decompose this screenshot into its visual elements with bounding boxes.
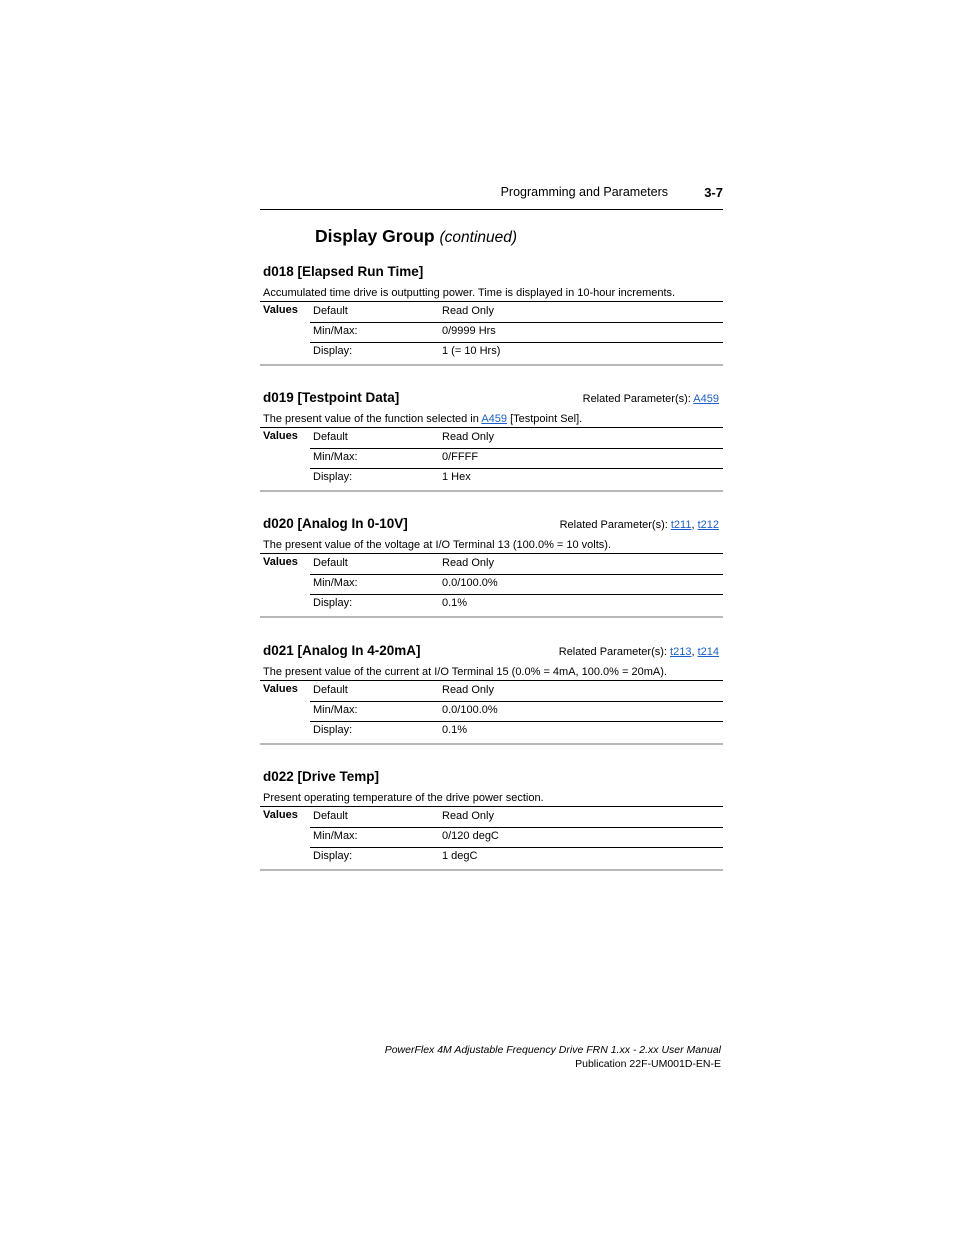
value-data: 1 (= 10 Hrs) [442,345,501,357]
values-label: Values [263,683,298,695]
value-row [310,468,723,488]
values-table [260,681,723,745]
value-key: Default [313,557,348,569]
value-data: 0/FFFF [442,451,479,463]
value-row [310,681,723,702]
value-data: Read Only [442,431,494,443]
parameter-name: d020 [Analog In 0-10V] [263,516,408,531]
related-parameters: Related Parameter(s): t211, t212 [559,519,719,531]
parameter-description [260,286,723,302]
parameter-block [260,390,723,492]
value-key: Display: [313,471,353,483]
parameter-name: d022 [Drive Temp] [263,769,380,784]
parameter-block [260,264,723,366]
value-data: 0.1% [442,724,468,736]
related-parameters: Related Parameter(s): t213, t214 [558,646,719,658]
value-key: Min/Max: [313,830,358,842]
value-data: 0/9999 Hrs [442,325,496,337]
parameter-header [260,390,723,412]
value-key: Default [313,431,348,443]
related-parameter-link[interactable]: t212 [697,519,719,531]
description-text: Accumulated time drive is outputting power. Time is displayed in 10-hour increments. [263,287,676,299]
page-number: 3-7 [704,185,723,200]
parameter-header [260,264,723,286]
parameter-description [260,791,723,807]
value-row [310,322,723,343]
value-data: 0.0/100.0% [442,577,498,589]
values-label: Values [263,304,298,316]
values-table [260,428,723,492]
value-key: Display: [313,724,353,736]
page-footer [385,1043,721,1071]
value-data: Read Only [442,684,494,696]
parameter-name: d018 [Elapsed Run Time] [263,264,424,279]
value-row [310,721,723,741]
values-table [260,807,723,871]
value-data: Read Only [442,810,494,822]
value-data: 0/120 degC [442,830,499,842]
group-title [315,226,517,247]
parameter-name: d021 [Analog In 4-20mA] [263,643,421,658]
related-parameter-link[interactable]: t214 [697,646,719,658]
running-head [260,185,723,210]
value-data: 0.1% [442,597,468,609]
value-data: 1 Hex [442,471,471,483]
value-row [310,302,723,323]
value-data: Read Only [442,557,494,569]
value-key: Display: [313,850,353,862]
related-parameter-link[interactable]: A459 [693,393,719,405]
footer-manual-title: PowerFlex 4M Adjustable Frequency Drive FRN 1.xx - 2.xx User Manual [384,1044,721,1056]
description-link[interactable]: A459 [481,413,508,425]
values-table [260,302,723,366]
value-row [310,594,723,614]
related-parameter-link[interactable]: t211 [670,519,692,531]
section-title: Programming and Parameters [500,185,668,199]
value-key: Default [313,684,348,696]
description-text: Present operating temperature of the drive power section. [263,792,544,804]
value-row [310,827,723,848]
parameter-header [260,643,723,665]
values-label: Values [263,809,298,821]
value-row [310,847,723,867]
value-data: 1 degC [442,850,478,862]
value-key: Default [313,810,348,822]
description-text-end: [Testpoint Sel]. [507,413,583,425]
values-label: Values [263,556,298,568]
related-label: Related Parameter(s): [559,519,668,531]
parameter-header [260,769,723,791]
description-text: The present value of the current at I/O Terminal 15 (0.0% = 4mA, 100.0% = 20mA). [263,666,667,678]
value-key: Min/Max: [313,325,358,337]
value-row [310,574,723,595]
group-title-text: Display Group [315,226,435,246]
value-key: Min/Max: [313,704,358,716]
value-key: Display: [313,345,353,357]
parameter-block [260,516,723,618]
value-key: Min/Max: [313,577,358,589]
parameter-block [260,643,723,745]
value-key: Min/Max: [313,451,358,463]
values-label: Values [263,430,298,442]
parameter-description [260,665,723,681]
value-row [310,807,723,828]
related-label: Related Parameter(s): [582,393,691,405]
values-table [260,554,723,618]
description-text: The present value of the function selected in [263,413,482,425]
related-parameter-link[interactable]: t213 [670,646,692,658]
related-parameters [583,393,719,405]
parameter-name: d019 [Testpoint Data] [263,390,400,405]
value-key: Default [313,305,348,317]
related-label: Related Parameter(s): [558,646,667,658]
group-continued: (continued) [439,229,518,246]
footer-publication: Publication 22F-UM001D-EN-E [575,1058,721,1070]
parameter-block [260,769,723,871]
parameter-header [260,516,723,538]
value-row [310,448,723,469]
value-key: Display: [313,597,353,609]
value-row [310,428,723,449]
parameter-description [260,538,723,554]
value-row [310,701,723,722]
value-data: Read Only [442,305,494,317]
value-row [310,342,723,362]
value-data: 0.0/100.0% [442,704,498,716]
description-text: The present value of the voltage at I/O Terminal 13 (100.0% = 10 volts). [263,539,612,551]
value-row [310,554,723,575]
parameter-description [260,412,723,428]
